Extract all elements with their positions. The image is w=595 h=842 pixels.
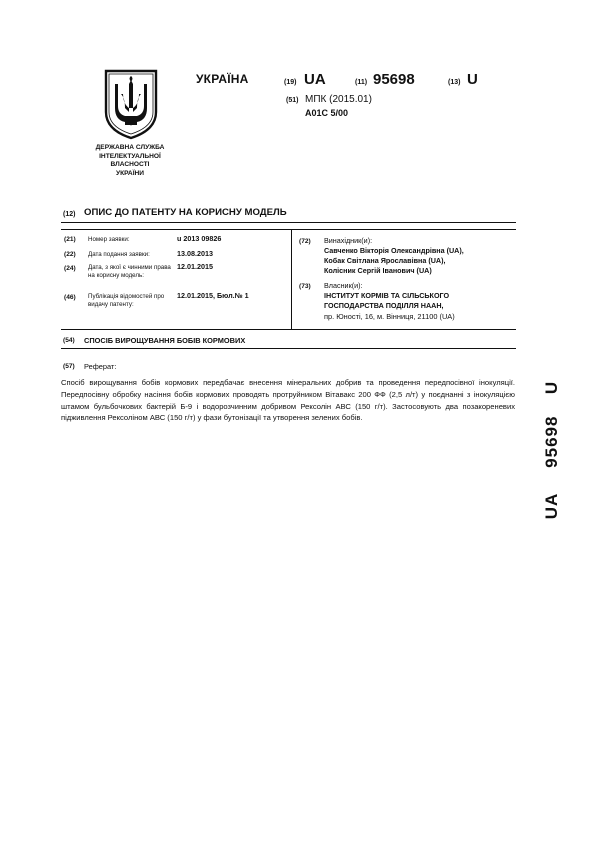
effective-date: 12.01.2015: [177, 262, 213, 271]
inventor-name: Колісник Сергій Іванович (UA): [324, 266, 432, 275]
inid-code-19: (19): [284, 79, 297, 86]
inid-code-12: (12): [63, 211, 76, 218]
application-number: u 2013 09826: [177, 234, 222, 243]
inid-code-22: (22): [64, 251, 76, 258]
abstract-label: Реферат:: [84, 362, 117, 371]
agency-line: ВЛАСНОСТІ: [110, 161, 150, 169]
biblio-top-rule: [61, 229, 516, 230]
biblio-bottom-rule: [61, 329, 516, 330]
invention-title: СПОСІБ ВИРОЩУВАННЯ БОБІВ КОРМОВИХ: [84, 336, 246, 345]
patent-number: 95698: [373, 71, 415, 88]
application-number-label: Номер заявки:: [88, 236, 130, 243]
publication-label: Публікація відомостей про видачу патенту:: [88, 293, 165, 308]
abstract-text: Спосіб вирощування бобів кормових передбачає внесення мінеральних добрив та проведення передпосівної інокуляції. Передпосівну обробку насіння бобів кормових проводять протруйником Вітавакс 200 ФФ (2,5 л/т) у поєднанні з інокуляцією штамом бульбочкових бактерій Б-9 і водорозчинним добривом Рексолін АВС (150 г/т). Застосовують два позакореневих підживлення Рексоліном АВС (150 г/т) у фази бутонізації та утворення зелених бобів.: [61, 378, 515, 423]
biblio-divider: [291, 229, 292, 329]
owner-label: Власник(и):: [324, 281, 363, 290]
kind-code: U: [467, 71, 478, 88]
owner-address: пр. Юності, 16, м. Вінниця, 21100 (UA): [324, 312, 455, 321]
side-patent-number: 95698: [542, 415, 561, 468]
agency-line: ДЕРЖАВНА СЛУЖБА: [95, 144, 165, 151]
coat-of-arms-icon: [103, 68, 159, 140]
inid-code-73: (73): [299, 283, 311, 290]
side-kind-code: U: [542, 380, 561, 395]
inid-code-57: (57): [63, 363, 75, 370]
agency-line: ІНТЕЛЕКТУАЛЬНОЇ: [99, 152, 161, 160]
inid-code-24: (24): [64, 265, 76, 272]
ipc-label: МПК (2015.01): [305, 94, 372, 105]
publication-info: 12.01.2015, Бюл.№ 1: [177, 291, 249, 300]
country-name: УКРАЇНА: [196, 72, 249, 86]
inventor-name: Кобак Світлана Ярославівна (UA),: [324, 256, 446, 265]
inid-code-21: (21): [64, 236, 76, 243]
filing-date: 13.08.2013: [177, 249, 213, 258]
side-patent-label: [522, 380, 582, 520]
invention-title-rule: [61, 348, 516, 349]
inventor-name: Савченко Вікторія Олександрівна (UA),: [324, 246, 464, 255]
inid-code-13: (13): [448, 79, 461, 86]
effective-date-label: Дата, з якої є чинними права на корисну модель:: [88, 264, 171, 279]
inid-code-51: (51): [286, 97, 299, 104]
ipc-classification: A01C 5/00: [305, 108, 349, 118]
country-code: UA: [304, 71, 326, 88]
agency-line: УКРАЇНИ: [115, 169, 145, 177]
inid-code-72: (72): [299, 238, 311, 245]
title-rule: [61, 222, 516, 223]
inid-code-54: (54): [63, 337, 75, 344]
inid-code-46: (46): [64, 294, 76, 301]
inventors-label: Винахідник(и):: [324, 236, 373, 245]
owner-name: ГОСПОДАРСТВА ПОДІЛЛЯ НААН,: [324, 301, 444, 310]
agency-name: [74, 144, 186, 178]
owner-name: ІНСТИТУТ КОРМІВ ТА СІЛЬСЬКОГО: [324, 291, 450, 300]
inid-code-11: (11): [355, 79, 368, 86]
filing-date-label: Дата подання заявки:: [88, 251, 150, 258]
document-title: ОПИС ДО ПАТЕНТУ НА КОРИСНУ МОДЕЛЬ: [84, 207, 287, 218]
side-country-code: UA: [542, 493, 561, 520]
